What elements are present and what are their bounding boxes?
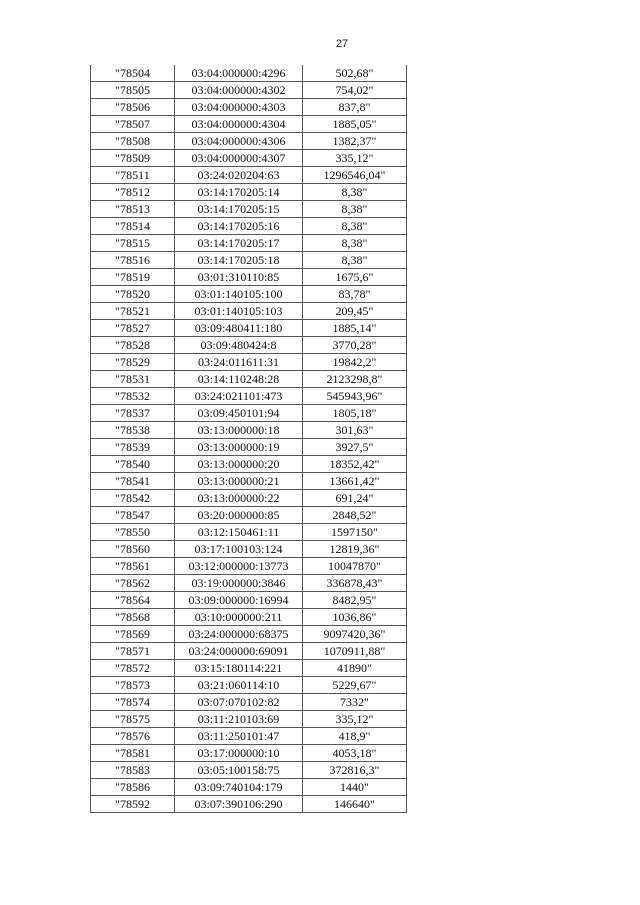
record-id-cell: "78540 <box>91 456 175 473</box>
cadastral-number-cell: 03:17:000000:10 <box>175 745 303 762</box>
amount-cell: 502,68" <box>303 65 407 82</box>
record-id-cell: "78571 <box>91 643 175 660</box>
record-id-cell: "78560 <box>91 541 175 558</box>
record-id-cell: "78547 <box>91 507 175 524</box>
table-row <box>91 167 407 184</box>
amount-cell: 545943,96" <box>303 388 407 405</box>
record-id-cell: "78508 <box>91 133 175 150</box>
amount-cell: 1036,86" <box>303 609 407 626</box>
cadastral-number-cell: 03:01:140105:103 <box>175 303 303 320</box>
table-row <box>91 201 407 218</box>
amount-cell: 146640" <box>303 796 407 813</box>
amount-cell: 19842,2" <box>303 354 407 371</box>
amount-cell: 10047870" <box>303 558 407 575</box>
record-id-cell: "78505 <box>91 82 175 99</box>
table-row <box>91 337 407 354</box>
table-row <box>91 677 407 694</box>
amount-cell: 8482,95" <box>303 592 407 609</box>
amount-cell: 209,45" <box>303 303 407 320</box>
record-id-cell: "78504 <box>91 65 175 82</box>
cadastral-number-cell: 03:15:180114:221 <box>175 660 303 677</box>
amount-cell: 8,38" <box>303 184 407 201</box>
cadastral-number-cell: 03:12:000000:13773 <box>175 558 303 575</box>
table-row <box>91 609 407 626</box>
record-id-cell: "78509 <box>91 150 175 167</box>
amount-cell: 83,78" <box>303 286 407 303</box>
amount-cell: 18352,42" <box>303 456 407 473</box>
cadastral-number-cell: 03:14:170205:18 <box>175 252 303 269</box>
table-row <box>91 524 407 541</box>
amount-cell: 336878,43" <box>303 575 407 592</box>
cadastral-number-cell: 03:24:000000:69091 <box>175 643 303 660</box>
cadastral-number-cell: 03:09:740104:179 <box>175 779 303 796</box>
amount-cell: 837,8" <box>303 99 407 116</box>
table-row <box>91 473 407 490</box>
record-id-cell: "78575 <box>91 711 175 728</box>
cadastral-number-cell: 03:13:000000:22 <box>175 490 303 507</box>
amount-cell: 3770,28" <box>303 337 407 354</box>
amount-cell: 1382,37" <box>303 133 407 150</box>
cadastral-number-cell: 03:13:000000:20 <box>175 456 303 473</box>
record-id-cell: "78514 <box>91 218 175 235</box>
amount-cell: 8,38" <box>303 235 407 252</box>
amount-cell: 1440" <box>303 779 407 796</box>
table-row <box>91 422 407 439</box>
table-row <box>91 694 407 711</box>
table-body <box>91 65 407 813</box>
amount-cell: 12819,36" <box>303 541 407 558</box>
record-id-cell: "78529 <box>91 354 175 371</box>
amount-cell: 8,38" <box>303 218 407 235</box>
record-id-cell: "78528 <box>91 337 175 354</box>
amount-cell: 3927,5" <box>303 439 407 456</box>
record-id-cell: "78537 <box>91 405 175 422</box>
table-row <box>91 371 407 388</box>
cadastral-number-cell: 03:01:310110:85 <box>175 269 303 286</box>
cadastral-number-cell: 03:07:390106:290 <box>175 796 303 813</box>
record-id-cell: "78569 <box>91 626 175 643</box>
amount-cell: 5229,67" <box>303 677 407 694</box>
table-row <box>91 779 407 796</box>
amount-cell: 418,9" <box>303 728 407 745</box>
table-row <box>91 320 407 337</box>
cadastral-number-cell: 03:20:000000:85 <box>175 507 303 524</box>
cadastral-number-cell: 03:21:060114:10 <box>175 677 303 694</box>
amount-cell: 4053,18" <box>303 745 407 762</box>
record-id-cell: "78520 <box>91 286 175 303</box>
amount-cell: 1675,6" <box>303 269 407 286</box>
table-row <box>91 116 407 133</box>
table-row <box>91 99 407 116</box>
record-id-cell: "78513 <box>91 201 175 218</box>
cadastral-number-cell: 03:04:000000:4304 <box>175 116 303 133</box>
cadastral-number-cell: 03:24:011611:31 <box>175 354 303 371</box>
table-row <box>91 626 407 643</box>
cadastral-number-cell: 03:04:000000:4302 <box>175 82 303 99</box>
cadastral-number-cell: 03:10:000000:211 <box>175 609 303 626</box>
table-row <box>91 541 407 558</box>
amount-cell: 335,12" <box>303 711 407 728</box>
cadastral-number-cell: 03:04:000000:4307 <box>175 150 303 167</box>
amount-cell: 1805,18" <box>303 405 407 422</box>
cadastral-number-cell: 03:13:000000:21 <box>175 473 303 490</box>
cadastral-number-cell: 03:09:450101:94 <box>175 405 303 422</box>
table-row <box>91 405 407 422</box>
amount-cell: 1885,05" <box>303 116 407 133</box>
cadastral-number-cell: 03:24:020204:63 <box>175 167 303 184</box>
record-id-cell: "78561 <box>91 558 175 575</box>
amount-cell: 301,63" <box>303 422 407 439</box>
cadastral-number-cell: 03:05:100158:75 <box>175 762 303 779</box>
amount-cell: 41890" <box>303 660 407 677</box>
amount-cell: 372816,3" <box>303 762 407 779</box>
data-table-container <box>90 65 407 813</box>
cadastral-number-cell: 03:14:170205:16 <box>175 218 303 235</box>
cadastral-number-cell: 03:19:000000:3846 <box>175 575 303 592</box>
cadastral-number-cell: 03:14:170205:17 <box>175 235 303 252</box>
cadastral-number-cell: 03:13:000000:18 <box>175 422 303 439</box>
record-id-cell: "78516 <box>91 252 175 269</box>
record-id-cell: "78586 <box>91 779 175 796</box>
record-id-cell: "78573 <box>91 677 175 694</box>
table-row <box>91 235 407 252</box>
cadastral-number-cell: 03:09:480424:8 <box>175 337 303 354</box>
amount-cell: 2848,52" <box>303 507 407 524</box>
cadastral-number-cell: 03:04:000000:4303 <box>175 99 303 116</box>
cadastral-number-cell: 03:13:000000:19 <box>175 439 303 456</box>
table-row <box>91 303 407 320</box>
cadastral-number-cell: 03:04:000000:4296 <box>175 65 303 82</box>
cadastral-number-cell: 03:04:000000:4306 <box>175 133 303 150</box>
record-id-cell: "78521 <box>91 303 175 320</box>
amount-cell: 335,12" <box>303 150 407 167</box>
cadastral-number-cell: 03:07:070102:82 <box>175 694 303 711</box>
table-row <box>91 286 407 303</box>
table-row <box>91 490 407 507</box>
table-row <box>91 439 407 456</box>
record-id-cell: "78519 <box>91 269 175 286</box>
table-row <box>91 184 407 201</box>
table-row <box>91 728 407 745</box>
table-row <box>91 711 407 728</box>
cadastral-number-cell: 03:09:480411:180 <box>175 320 303 337</box>
table-row <box>91 150 407 167</box>
amount-cell: 8,38" <box>303 201 407 218</box>
record-id-cell: "78562 <box>91 575 175 592</box>
table-row <box>91 456 407 473</box>
amount-cell: 691,24" <box>303 490 407 507</box>
record-id-cell: "78550 <box>91 524 175 541</box>
table-row <box>91 796 407 813</box>
table-row <box>91 575 407 592</box>
record-id-cell: "78506 <box>91 99 175 116</box>
record-id-cell: "78564 <box>91 592 175 609</box>
record-id-cell: "78581 <box>91 745 175 762</box>
table-row <box>91 388 407 405</box>
record-id-cell: "78539 <box>91 439 175 456</box>
table-row <box>91 269 407 286</box>
cadastral-number-cell: 03:17:100103:124 <box>175 541 303 558</box>
table-row <box>91 82 407 99</box>
record-id-cell: "78583 <box>91 762 175 779</box>
amount-cell: 1296546,04" <box>303 167 407 184</box>
record-id-cell: "78572 <box>91 660 175 677</box>
cadastral-number-cell: 03:24:021101:473 <box>175 388 303 405</box>
cadastral-number-cell: 03:09:000000:16994 <box>175 592 303 609</box>
record-id-cell: "78576 <box>91 728 175 745</box>
record-id-cell: "78568 <box>91 609 175 626</box>
cadastral-number-cell: 03:11:210103:69 <box>175 711 303 728</box>
table-row <box>91 660 407 677</box>
cadastral-number-cell: 03:11:250101:47 <box>175 728 303 745</box>
table-row <box>91 354 407 371</box>
amount-cell: 8,38" <box>303 252 407 269</box>
record-id-cell: "78527 <box>91 320 175 337</box>
cadastral-number-cell: 03:01:140105:100 <box>175 286 303 303</box>
table-row <box>91 745 407 762</box>
record-id-cell: "78511 <box>91 167 175 184</box>
record-id-cell: "78541 <box>91 473 175 490</box>
table-row <box>91 65 407 82</box>
record-id-cell: "78515 <box>91 235 175 252</box>
cadastral-number-cell: 03:14:170205:14 <box>175 184 303 201</box>
record-id-cell: "78538 <box>91 422 175 439</box>
table-row <box>91 592 407 609</box>
table-row <box>91 218 407 235</box>
record-id-cell: "78592 <box>91 796 175 813</box>
table-row <box>91 133 407 150</box>
amount-cell: 2123298,8" <box>303 371 407 388</box>
table-row <box>91 252 407 269</box>
table-row <box>91 507 407 524</box>
amount-cell: 13661,42" <box>303 473 407 490</box>
record-id-cell: "78512 <box>91 184 175 201</box>
page-number: 27 <box>335 38 349 50</box>
amount-cell: 1597150" <box>303 524 407 541</box>
cadastral-number-cell: 03:14:110248:28 <box>175 371 303 388</box>
record-id-cell: "78574 <box>91 694 175 711</box>
record-id-cell: "78531 <box>91 371 175 388</box>
cadastral-number-cell: 03:24:000000:68375 <box>175 626 303 643</box>
table-row <box>91 643 407 660</box>
amount-cell: 7332" <box>303 694 407 711</box>
record-id-cell: "78507 <box>91 116 175 133</box>
amount-cell: 1885,14" <box>303 320 407 337</box>
amount-cell: 1070911,88" <box>303 643 407 660</box>
amount-cell: 9097420,36" <box>303 626 407 643</box>
cadastral-number-cell: 03:12:150461:11 <box>175 524 303 541</box>
table-row <box>91 762 407 779</box>
data-table <box>90 65 407 813</box>
record-id-cell: "78532 <box>91 388 175 405</box>
amount-cell: 754,02" <box>303 82 407 99</box>
record-id-cell: "78542 <box>91 490 175 507</box>
cadastral-number-cell: 03:14:170205:15 <box>175 201 303 218</box>
table-row <box>91 558 407 575</box>
